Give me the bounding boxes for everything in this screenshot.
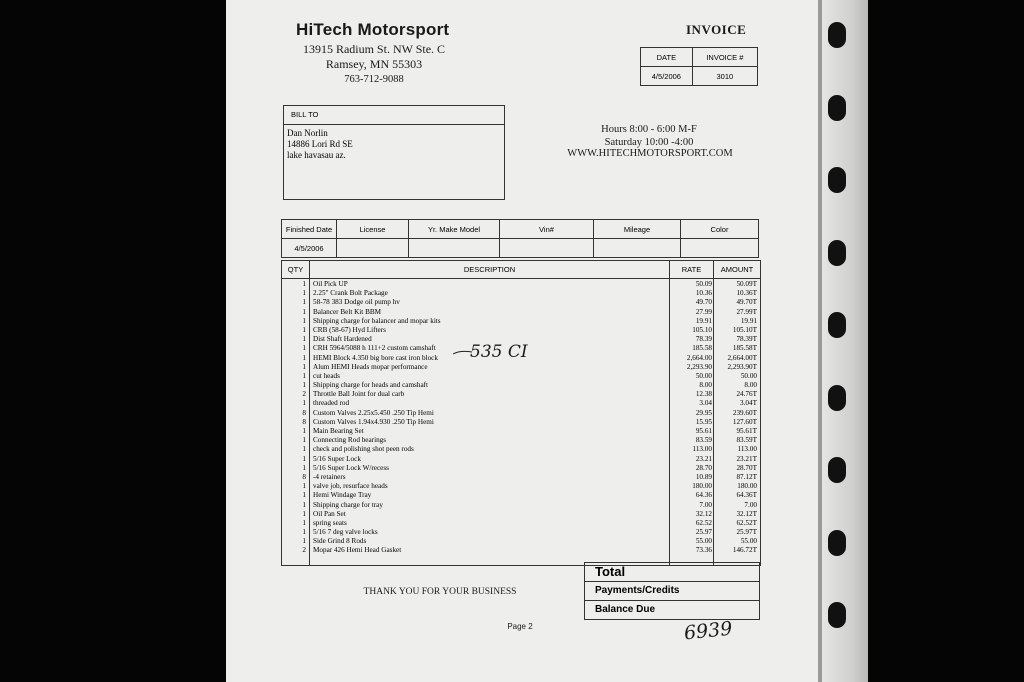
invoice-number-label: INVOICE # bbox=[692, 48, 757, 67]
item-amount: 27.99T bbox=[736, 307, 757, 316]
item-description: Shipping charge for tray bbox=[313, 500, 383, 509]
item-description: Hemi Windage Tray bbox=[313, 491, 372, 500]
item-qty: 1 bbox=[302, 280, 306, 288]
item-rate: 2,293.90 bbox=[686, 362, 712, 371]
page-number: Page 2 bbox=[507, 622, 533, 631]
item-description: Alum HEMI Heads mopar performance bbox=[313, 362, 428, 371]
punch-hole-icon bbox=[828, 602, 846, 628]
punch-hole-icon bbox=[828, 312, 846, 338]
item-qty: 1 bbox=[302, 463, 306, 472]
item-description: Connecting Rod bearings bbox=[313, 436, 387, 445]
invoice-meta-table bbox=[640, 47, 758, 86]
payments-label: Payments/Credits bbox=[585, 582, 759, 601]
item-amount: 23.21T bbox=[736, 454, 757, 463]
item-description: 5/16 7 deg valve locks bbox=[313, 528, 378, 537]
item-rate: 49.70 bbox=[695, 298, 712, 307]
item-qty: 1 bbox=[302, 307, 306, 316]
table-row bbox=[282, 381, 760, 390]
business-hours bbox=[560, 124, 738, 149]
item-rate: 12.38 bbox=[695, 390, 712, 399]
item-rate: 10.36 bbox=[695, 289, 712, 298]
item-qty: 1 bbox=[302, 436, 306, 445]
item-rate: 64.36 bbox=[695, 491, 712, 500]
company-phone: 763-712-9088 bbox=[344, 74, 404, 85]
bill-to-line: 14886 Lori Rd SE bbox=[287, 139, 353, 149]
item-description: check and polishing shot peen rods bbox=[313, 445, 414, 454]
punch-hole-icon bbox=[828, 385, 846, 411]
table-row bbox=[282, 519, 760, 528]
table-row bbox=[282, 390, 760, 399]
item-rate: 50.09 bbox=[695, 280, 712, 288]
item-rate: 8.00 bbox=[699, 381, 712, 390]
item-description: spring seats bbox=[313, 518, 347, 527]
company-street: 13915 Radium St. NW Ste. C bbox=[302, 42, 446, 56]
item-description: Shipping charge for heads and camshaft bbox=[313, 381, 429, 390]
table-row bbox=[282, 445, 760, 454]
item-qty: 1 bbox=[302, 399, 306, 408]
item-amount: 50.00 bbox=[740, 371, 757, 380]
table-row bbox=[282, 317, 760, 326]
date-label: DATE bbox=[641, 48, 693, 67]
item-rate: 50.00 bbox=[695, 371, 712, 380]
qty-header: QTY bbox=[282, 261, 309, 279]
item-qty: 1 bbox=[302, 509, 306, 518]
handwritten-arrow-icon bbox=[452, 347, 474, 357]
item-description: CRB (58-67) Hyd Lifters bbox=[313, 325, 386, 334]
item-amount: 50.09T bbox=[736, 280, 757, 288]
punch-hole-icon bbox=[828, 240, 846, 266]
punch-hole-icon bbox=[828, 95, 846, 121]
table-row bbox=[282, 427, 760, 436]
sleeve-edge bbox=[818, 0, 822, 682]
item-qty: 1 bbox=[302, 491, 306, 500]
item-description: Custom Valves 2.25x5.450 .250 Tip Hemi bbox=[313, 408, 434, 417]
item-qty: 1 bbox=[302, 316, 306, 325]
item-qty: 1 bbox=[302, 528, 306, 537]
item-description: Custom Valves 1.94x4.930 .250 Tip Hemi bbox=[313, 417, 434, 426]
item-description: Mopar 426 Hemi Head Gasket bbox=[313, 546, 402, 555]
item-description: cut heads bbox=[313, 371, 340, 380]
table-row bbox=[282, 399, 760, 408]
item-description: threaded rod bbox=[313, 399, 350, 408]
item-description: HEMI Block 4.350 big bore cast iron block bbox=[313, 353, 438, 362]
vehicle-value: 4/5/2006 bbox=[282, 239, 337, 258]
item-qty: 1 bbox=[302, 454, 306, 463]
item-description: 2.25" Crank Bolt Package bbox=[313, 289, 388, 298]
total-label: Total bbox=[585, 563, 759, 582]
item-description: Balancer Belt Kit BBM bbox=[313, 307, 382, 316]
vehicle-header: Vin# bbox=[500, 220, 594, 239]
punch-hole-icon bbox=[828, 167, 846, 193]
hours-weekday: Hours 8:00 - 6:00 M-F bbox=[601, 124, 697, 135]
table-row bbox=[282, 501, 760, 510]
item-amount: 19.91 bbox=[740, 316, 757, 325]
table-row bbox=[282, 308, 760, 317]
item-amount: 87.12T bbox=[736, 472, 757, 481]
table-row bbox=[282, 455, 760, 464]
bill-to-line: lake havasau az. bbox=[287, 150, 346, 160]
item-amount: 7.00 bbox=[744, 500, 757, 509]
table-row bbox=[282, 473, 760, 482]
website-url: WWW.HITECHMOTORSPORT.COM bbox=[567, 148, 733, 159]
punch-hole-icon bbox=[828, 22, 846, 48]
item-rate: 19.91 bbox=[695, 316, 712, 325]
item-rate: 95.61 bbox=[695, 427, 712, 435]
item-description: Main Bearing Set bbox=[313, 427, 364, 435]
item-qty: 1 bbox=[302, 427, 306, 435]
vehicle-value bbox=[337, 239, 409, 258]
item-description: -4 retainers bbox=[313, 472, 346, 481]
table-row bbox=[282, 418, 760, 427]
table-row bbox=[282, 510, 760, 519]
invoice-date: 4/5/2006 bbox=[641, 67, 693, 86]
vehicle-header: Finished Date bbox=[282, 220, 337, 239]
line-items-table bbox=[281, 260, 761, 566]
item-rate: 180.00 bbox=[692, 482, 712, 491]
table-row bbox=[282, 363, 760, 372]
item-qty: 1 bbox=[302, 518, 306, 527]
item-rate: 62.52 bbox=[695, 518, 712, 527]
item-description: 5/16 Super Lock W/recess bbox=[313, 463, 389, 472]
item-rate: 78.39 bbox=[695, 335, 712, 344]
table-row bbox=[282, 289, 760, 298]
item-qty: 1 bbox=[302, 500, 306, 509]
punch-hole-icon bbox=[828, 530, 846, 556]
vehicle-header: Yr. Make Model bbox=[409, 220, 500, 239]
bill-to-label: BILL TO bbox=[284, 106, 504, 125]
table-row bbox=[282, 326, 760, 335]
balance-due-label: Balance Due bbox=[595, 604, 656, 615]
item-amount: 95.61T bbox=[736, 427, 757, 435]
item-qty: 2 bbox=[302, 546, 306, 555]
item-qty: 1 bbox=[302, 371, 306, 380]
item-qty: 8 bbox=[302, 472, 306, 481]
item-rate: 83.59 bbox=[695, 436, 712, 445]
item-amount: 2,664.00T bbox=[727, 353, 757, 362]
table-row bbox=[282, 528, 760, 537]
item-description: Shipping charge for balancer and mopar kits bbox=[313, 316, 441, 325]
item-description: Oil Pan Set bbox=[313, 509, 346, 518]
item-rate: 28.70 bbox=[695, 463, 712, 472]
item-amount: 2,293.90T bbox=[727, 362, 757, 371]
item-rate: 3.04 bbox=[699, 399, 712, 408]
item-rate: 2,664.00 bbox=[686, 353, 712, 362]
punch-hole-icon bbox=[828, 457, 846, 483]
item-rate: 105.10 bbox=[692, 325, 712, 334]
item-amount: 64.36T bbox=[736, 491, 757, 500]
table-row bbox=[282, 298, 760, 307]
item-description: valve job, resurface heads bbox=[313, 482, 388, 491]
company-city: Ramsey, MN 55303 bbox=[325, 57, 423, 71]
item-rate: 25.97 bbox=[695, 528, 712, 537]
vehicle-header: Color bbox=[681, 220, 759, 239]
item-amount: 127.60T bbox=[732, 417, 757, 426]
item-description: CRH 5964/5088 h 111+2 custom camshaft bbox=[313, 344, 436, 353]
item-amount: 105.10T bbox=[732, 325, 757, 334]
item-rate: 29.95 bbox=[695, 408, 712, 417]
table-row bbox=[282, 372, 760, 381]
item-rate: 27.99 bbox=[695, 307, 712, 316]
item-amount: 62.52T bbox=[736, 518, 757, 527]
item-amount: 146.72T bbox=[732, 546, 757, 555]
item-amount: 28.70T bbox=[736, 463, 757, 472]
item-qty: 1 bbox=[302, 362, 306, 371]
item-rate: 23.21 bbox=[695, 454, 712, 463]
item-amount: 113.00 bbox=[737, 445, 757, 454]
item-description: Oil Pick UP bbox=[313, 280, 348, 288]
item-qty: 1 bbox=[302, 482, 306, 491]
item-amount: 78.39T bbox=[736, 335, 757, 344]
item-rate: 55.00 bbox=[695, 537, 712, 546]
amount-header: AMOUNT bbox=[714, 261, 760, 279]
line-items bbox=[282, 280, 760, 556]
table-row bbox=[282, 482, 760, 491]
item-amount: 55.00 bbox=[740, 537, 757, 546]
item-rate: 7.00 bbox=[699, 500, 712, 509]
item-description: Side Grind 8 Rods bbox=[313, 537, 367, 546]
table-row bbox=[282, 464, 760, 473]
item-amount: 8.00 bbox=[744, 381, 757, 390]
vehicle-value bbox=[681, 239, 759, 258]
bill-to-box bbox=[283, 105, 505, 200]
table-row bbox=[282, 491, 760, 500]
item-qty: 1 bbox=[302, 344, 306, 353]
item-description: Throttle Ball Joint for dual carb bbox=[313, 390, 405, 399]
item-qty: 8 bbox=[302, 408, 306, 417]
item-rate: 185.58 bbox=[692, 344, 712, 353]
item-amount: 49.70T bbox=[736, 298, 757, 307]
handwritten-total: 6939 bbox=[682, 617, 734, 645]
handwritten-note: 535 CI bbox=[470, 342, 528, 362]
item-rate: 15.95 bbox=[695, 417, 712, 426]
vehicle-value bbox=[594, 239, 681, 258]
vehicle-value bbox=[409, 239, 500, 258]
item-qty: 8 bbox=[302, 417, 306, 426]
vehicle-info-table bbox=[281, 219, 759, 258]
item-description: Dist Shaft Hardened bbox=[313, 335, 372, 344]
rate-header: RATE bbox=[670, 261, 713, 279]
thank-you-note: THANK YOU FOR YOUR BUSINESS bbox=[363, 587, 517, 597]
item-description: 58-78 383 Dodge oil pump hv bbox=[313, 298, 400, 307]
totals-box bbox=[584, 562, 760, 620]
item-qty: 1 bbox=[302, 298, 306, 307]
item-amount: 83.59T bbox=[736, 436, 757, 445]
item-rate: 32.12 bbox=[695, 509, 712, 518]
vehicle-header: License bbox=[337, 220, 409, 239]
item-qty: 1 bbox=[302, 445, 306, 454]
item-qty: 1 bbox=[302, 353, 306, 362]
item-amount: 24.76T bbox=[736, 390, 757, 399]
invoice-number: 3010 bbox=[692, 67, 757, 86]
table-row bbox=[282, 436, 760, 445]
item-qty: 1 bbox=[302, 289, 306, 298]
item-amount: 185.58T bbox=[732, 344, 757, 353]
hours-saturday: Saturday 10:00 -4:00 bbox=[604, 136, 694, 148]
item-qty: 1 bbox=[302, 537, 306, 546]
item-amount: 180.00 bbox=[737, 482, 757, 491]
item-qty: 1 bbox=[302, 325, 306, 334]
bill-to-line: Dan Norlin bbox=[287, 128, 328, 138]
item-amount: 25.97T bbox=[736, 528, 757, 537]
vehicle-header: Mileage bbox=[594, 220, 681, 239]
item-amount: 3.04T bbox=[740, 399, 757, 408]
item-amount: 239.60T bbox=[732, 408, 757, 417]
item-amount: 10.36T bbox=[736, 289, 757, 298]
item-amount: 32.12T bbox=[736, 509, 757, 518]
company-name: HiTech Motorsport bbox=[296, 20, 450, 39]
item-qty: 2 bbox=[302, 390, 306, 399]
item-description: 5/16 Super Lock bbox=[313, 454, 361, 463]
table-row bbox=[282, 537, 760, 546]
item-qty: 1 bbox=[302, 335, 306, 344]
item-rate: 73.36 bbox=[695, 546, 712, 555]
vehicle-value bbox=[500, 239, 594, 258]
invoice-title: INVOICE bbox=[686, 22, 747, 37]
item-rate: 113.00 bbox=[692, 445, 712, 454]
item-qty: 1 bbox=[302, 381, 306, 390]
description-header: DESCRIPTION bbox=[310, 261, 669, 279]
item-rate: 10.89 bbox=[695, 472, 712, 481]
table-row bbox=[282, 546, 760, 555]
table-row bbox=[282, 280, 760, 289]
table-row bbox=[282, 409, 760, 418]
